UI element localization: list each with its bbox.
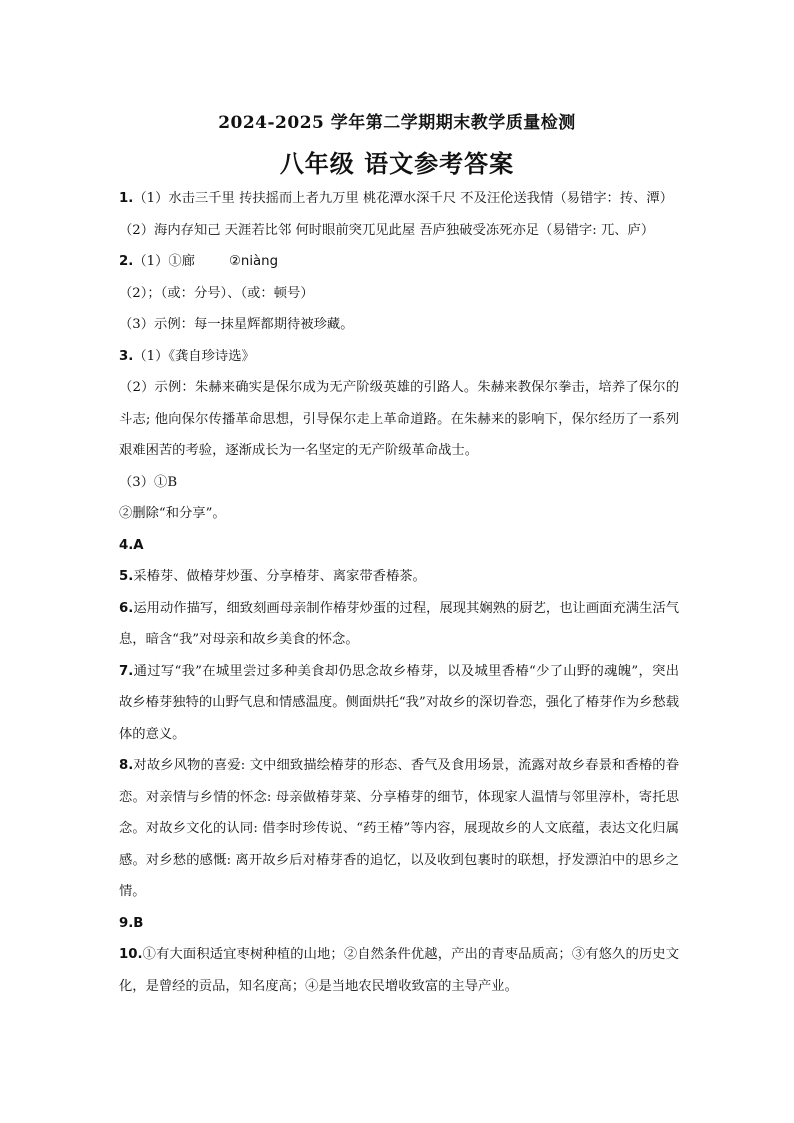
answer-text: 运用动作描写，细致刻画母亲制作椿芽炒蛋的过程，展现其娴熟的厨艺，也让画面充满生活气息，暗含“我”对母亲和故乡美食的怀念。 [119, 600, 679, 647]
answer-key-title: 八年级 语文参考答案 [279, 149, 515, 178]
question-number: 9.B [119, 915, 144, 931]
answer-4 [119, 530, 679, 562]
answer-1-part-1 [119, 183, 679, 215]
answer-3-part-1 [119, 341, 679, 373]
answer-text: （2）海内存知己 天涯若比邻 何时眼前突兀见此屋 吾庐独破受冻死亦足（易错字: 兀、庐） [119, 222, 655, 238]
answer-text-pinyin: ②niàng [228, 254, 279, 269]
answer-text: 通过写“我”在城里尝过多种美食却仍思念故乡椿芽，以及城里香椿“少了山野的魂魄”，突出故乡椿芽独特的山野气息和情感温度。侧面烘托“我”对故乡的深切眷恋，强化了椿芽作为乡愁载体的意义。 [119, 663, 679, 742]
answer-3-part-3 [119, 467, 679, 499]
question-number: 3. [119, 348, 134, 364]
question-number: 5. [119, 569, 134, 584]
answer-7 [119, 656, 679, 751]
answer-list [119, 183, 679, 1002]
answer-2-part-1 [119, 246, 679, 278]
question-number: 2. [119, 254, 134, 269]
answer-5 [119, 561, 679, 593]
answer-text: （3）示例：每一抹星辉都期待被珍藏。 [119, 317, 354, 332]
exam-title: 2024-2025 学年第二学期期末教学质量检测 [218, 113, 576, 133]
answer-3-part-2 [119, 372, 679, 467]
answer-1-part-2 [119, 215, 679, 247]
answer-text: 对故乡风物的喜爱: 文中细致描绘椿芽的形态、香气及食用场景，流露对故乡春景和香椿的眷恋。对亲情与乡情的怀念: 母亲做椿芽菜、分享椿芽的细节，体现家人温情与邻里淳朴，寄托思念。对故乡文化的认同: 借李时珍传说、“药王椿”等内容，展现故乡的人文底蕴，表达文化归属感。对乡愁的感慨: 离开故乡后对椿芽香的追忆，以及收到包裹时的联想，抒发漂泊中的思乡之情。 [119, 758, 679, 899]
answer-3-part-3-sub [119, 498, 679, 530]
answer-2-part-3 [119, 309, 679, 341]
question-number: 6. [119, 600, 134, 616]
question-number: 8. [119, 758, 134, 773]
question-number: 7. [119, 663, 134, 679]
answer-2-part-2 [119, 278, 679, 310]
question-number: 4.A [119, 537, 144, 553]
answer-6 [119, 593, 679, 656]
answer-text: （2）示例：朱赫来确实是保尔成为无产阶级英雄的引路人。朱赫来教保尔拳击，培养了保尔的斗志; 他向保尔传播革命思想，引导保尔走上革命道路。在朱赫来的影响下，保尔经历了一系列艰难困苦的考验，逐渐成长为一名坚定的无产阶级革命战士。 [119, 380, 679, 458]
question-number: 1. [119, 191, 134, 206]
answer-9 [119, 908, 679, 940]
answer-text: （3）①B [119, 474, 178, 490]
question-number: 10. [119, 947, 143, 962]
answer-text: （1）水击三千里 抟扶摇而上者九万里 桃花潭水深千尺 不及汪伦送我情（易错字：抟、潭） [133, 191, 674, 206]
answer-text: （1）《龚自珍诗选》 [133, 348, 255, 364]
answer-text: （2）；（或：分号）、（或：顿号） [119, 285, 314, 301]
answer-text: ①有大面积适宜枣树种植的山地；②自然条件优越，产出的青枣品质高；③有悠久的历史文化，是曾经的贡品，知名度高；④是当地农民增收致富的主导产业。 [119, 947, 679, 994]
answer-8 [119, 750, 679, 908]
answer-text: （1）①廊 [133, 254, 195, 269]
answer-text: 采椿芽、做椿芽炒蛋、分享椿芽、离家带香椿茶。 [133, 569, 426, 584]
answer-10 [119, 939, 679, 1002]
answer-text: ②删除“和分享”。 [119, 506, 226, 521]
